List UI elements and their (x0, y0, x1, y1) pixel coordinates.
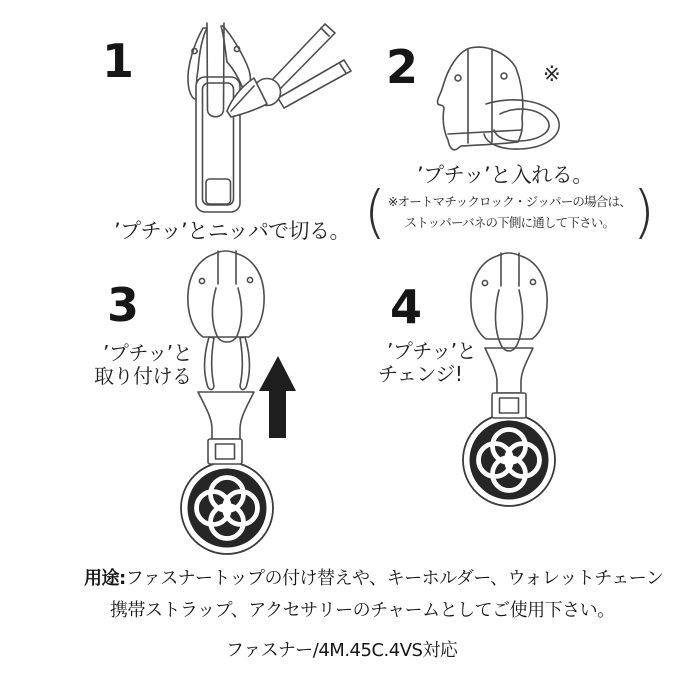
step-2-caption: ’プチッ’と入れる。 (417, 163, 593, 187)
step-1-number: 1 (102, 34, 135, 88)
note-paren-close: ) (632, 179, 655, 246)
usage-label: 用途: (84, 568, 126, 589)
note-paren-open: ( (364, 179, 386, 246)
usage-line-1-text: ファスナートップの付け替えや、キーホルダー、ウォレットチェーン (125, 568, 664, 589)
step-2-illustration-slider-loop-icon (428, 42, 608, 160)
step-1-caption: ’プチッ’とニッパで切る。 (114, 219, 350, 243)
usage-line-3: ファスナー/4M.45C.4VS対応 (226, 640, 458, 661)
step-4-number: 4 (390, 280, 423, 334)
reference-mark: ※ (543, 62, 561, 86)
step-2-number: 2 (386, 40, 419, 94)
up-arrow-icon (259, 356, 296, 438)
note-line-1: ※オートマチックロック・ジッパーの場合は、 (387, 194, 631, 210)
step-4-caption (378, 340, 476, 387)
step-3-number: 3 (107, 278, 140, 332)
step-3-caption-line-1: ’プチッ’と (103, 341, 193, 365)
usage-line-1 (84, 564, 663, 590)
step-3-caption-line-2: 取り付ける (94, 364, 192, 389)
step-3-caption (94, 342, 192, 389)
usage-line-2: 携帯ストラップ、アクセサリーのチャームとしてご使用下さい。 (110, 600, 615, 621)
step-2-note (364, 179, 655, 246)
step-4-caption-line-1: ’プチッ’と (387, 339, 477, 363)
step-4-caption-line-2: チェンジ! (378, 362, 463, 387)
step-3-illustration-attach-charm-icon (88, 246, 308, 558)
step-1-illustration-zipper-nipper-icon (172, 20, 352, 220)
note-line-2: ストッパーバネの下側に通して下さい。 (404, 214, 615, 230)
